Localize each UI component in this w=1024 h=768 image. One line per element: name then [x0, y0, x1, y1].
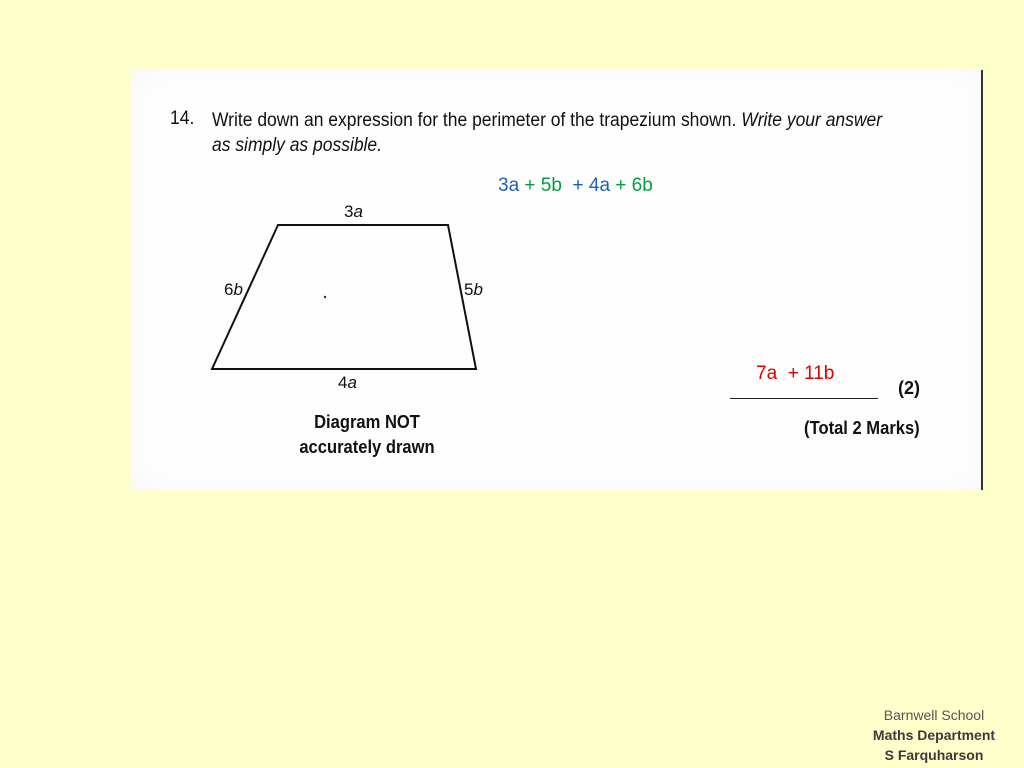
final-answer: 7a + 11b [756, 363, 835, 384]
trapezium-shape [212, 225, 476, 369]
caption-line-2: accurately drawn [299, 437, 435, 457]
department-name: Maths Department [872, 727, 996, 743]
worksheet-scan [132, 70, 984, 490]
school-name: Barnwell School [883, 707, 985, 723]
label-left: 6b [224, 280, 243, 299]
label-bottom: 4a [338, 373, 357, 392]
question-instruction: Write your answer as simply as possible. [212, 110, 883, 156]
op-plus-3: + [610, 175, 632, 196]
diagram-caption [289, 410, 445, 460]
label-top: 3a [344, 202, 363, 221]
op-plus-2: + [561, 175, 589, 196]
author-name: S Farquharson [884, 747, 984, 763]
question-prompt: Write down an expression for the perimeter of the trapezium shown. [212, 110, 737, 131]
caption-line-1: Diagram NOT [314, 412, 420, 432]
question-number: 14. [170, 108, 195, 129]
marks-available: (2) [898, 378, 920, 398]
label-right: 5b [464, 280, 483, 299]
answer-line [730, 398, 878, 399]
term-4a: 4a [588, 175, 611, 196]
op-plus-1: + [519, 175, 541, 196]
scan-speck [324, 296, 326, 298]
footer-credit [846, 705, 1022, 765]
term-6b: 6b [631, 175, 653, 196]
term-5b: 5b [540, 175, 562, 196]
term-3a: 3a [498, 175, 520, 196]
total-marks: (Total 2 Marks) [804, 418, 920, 438]
